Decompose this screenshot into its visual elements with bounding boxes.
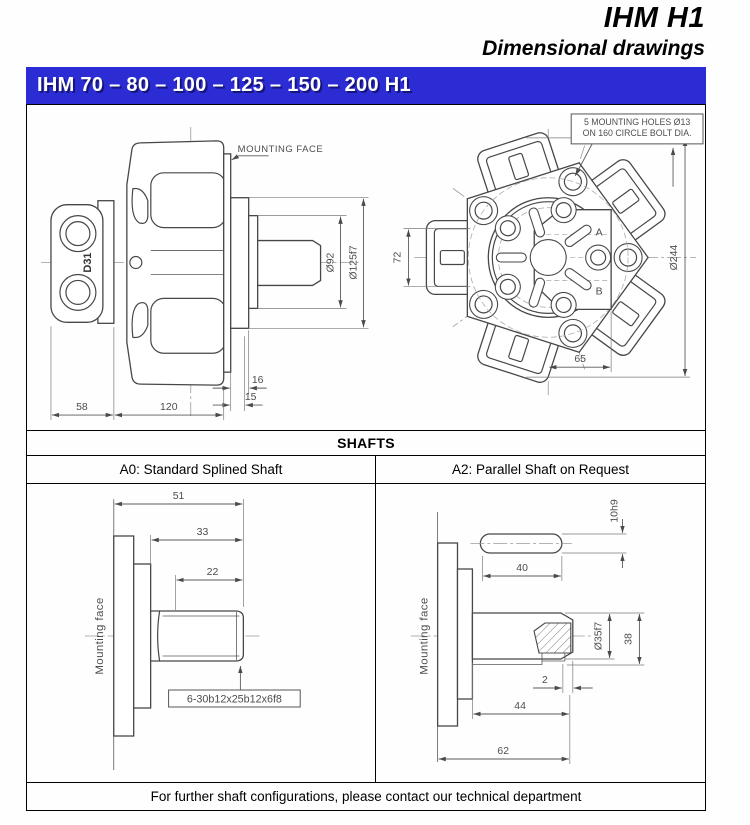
dim-120: 120 [160, 402, 178, 414]
callout-line1: 5 MOUNTING HOLES Ø13 [583, 116, 691, 127]
a0-dim-33: 33 [196, 526, 209, 539]
a2-dim-38: 38 [623, 633, 635, 645]
bearing-flange [231, 198, 249, 329]
a0-spline-spec: 6-30b12x25b12x6f8 [186, 693, 282, 706]
doc-subtitle: Dimensional drawings [482, 37, 705, 60]
dim-65: 65 [574, 354, 587, 366]
a2-shaft-svg [376, 484, 704, 781]
a2-dim-40: 40 [516, 562, 528, 575]
a2-dim-62: 62 [497, 745, 510, 758]
drawing-table [26, 104, 706, 811]
output-shaft [258, 241, 321, 286]
a2-title: A2: Parallel Shaft on Request [451, 462, 630, 477]
a2-shaft-view [411, 499, 645, 764]
port-code-label: D31 [81, 252, 94, 273]
dim-outer-dia: Ø244 [669, 244, 681, 271]
shafts-header: SHAFTS [27, 431, 705, 456]
dim-shaft-dia: Ø92 [325, 252, 337, 273]
a0-title: A0: Standard Splined Shaft [27, 456, 376, 483]
dim-pilot-dia: Ø125f7 [348, 245, 360, 280]
a2-keyway-section [534, 623, 571, 653]
a2-key-spec: 10h9 [609, 499, 621, 523]
shaft-drawings-row [27, 484, 705, 783]
port-b-label: B [595, 286, 603, 298]
a2-shaft-dia: Ø35f7 [593, 621, 605, 651]
a2-drawing-cell [376, 484, 705, 782]
a2-mounting-face-label: Mounting face [418, 597, 431, 675]
a0-mounting-face-label: Mounting face [93, 597, 106, 675]
shaft-column-headers [27, 456, 705, 484]
a2-flange [438, 543, 458, 726]
main-drawing-cell [27, 105, 705, 431]
main-drawing-svg [27, 105, 704, 428]
a0-drawing-cell [27, 484, 376, 782]
mounting-face-label: MOUNTING FACE [237, 143, 324, 155]
pilot-disc [249, 216, 258, 309]
callout-line2: ON 160 CIRCLE BOLT DIA. [582, 127, 692, 138]
a0-dim-51: 51 [172, 490, 185, 503]
a0-shaft-view [85, 491, 300, 770]
doc-title: IHM H1 [603, 2, 705, 34]
a0-dim-22: 22 [206, 566, 219, 579]
dim-58: 58 [76, 402, 88, 414]
a0-shaft-svg [27, 484, 374, 781]
dim-15: 15 [244, 392, 257, 404]
a2-dim-2: 2 [542, 674, 548, 687]
port-a-label: A [595, 227, 603, 239]
dim-72: 72 [392, 251, 404, 264]
footer-note: For further shaft configurations, please contact our technical department [150, 789, 582, 804]
motor-front-view [392, 114, 703, 396]
motor-side-view [41, 127, 369, 420]
dim-16: 16 [251, 375, 264, 387]
model-banner: IHM 70 – 80 – 100 – 125 – 150 – 200 H1 [26, 67, 706, 104]
shaft-bore [530, 240, 566, 276]
a0-flange [114, 536, 134, 736]
a2-dim-44: 44 [514, 700, 526, 713]
a0-splined-shaft [151, 611, 244, 661]
mounting-plate [224, 154, 231, 372]
